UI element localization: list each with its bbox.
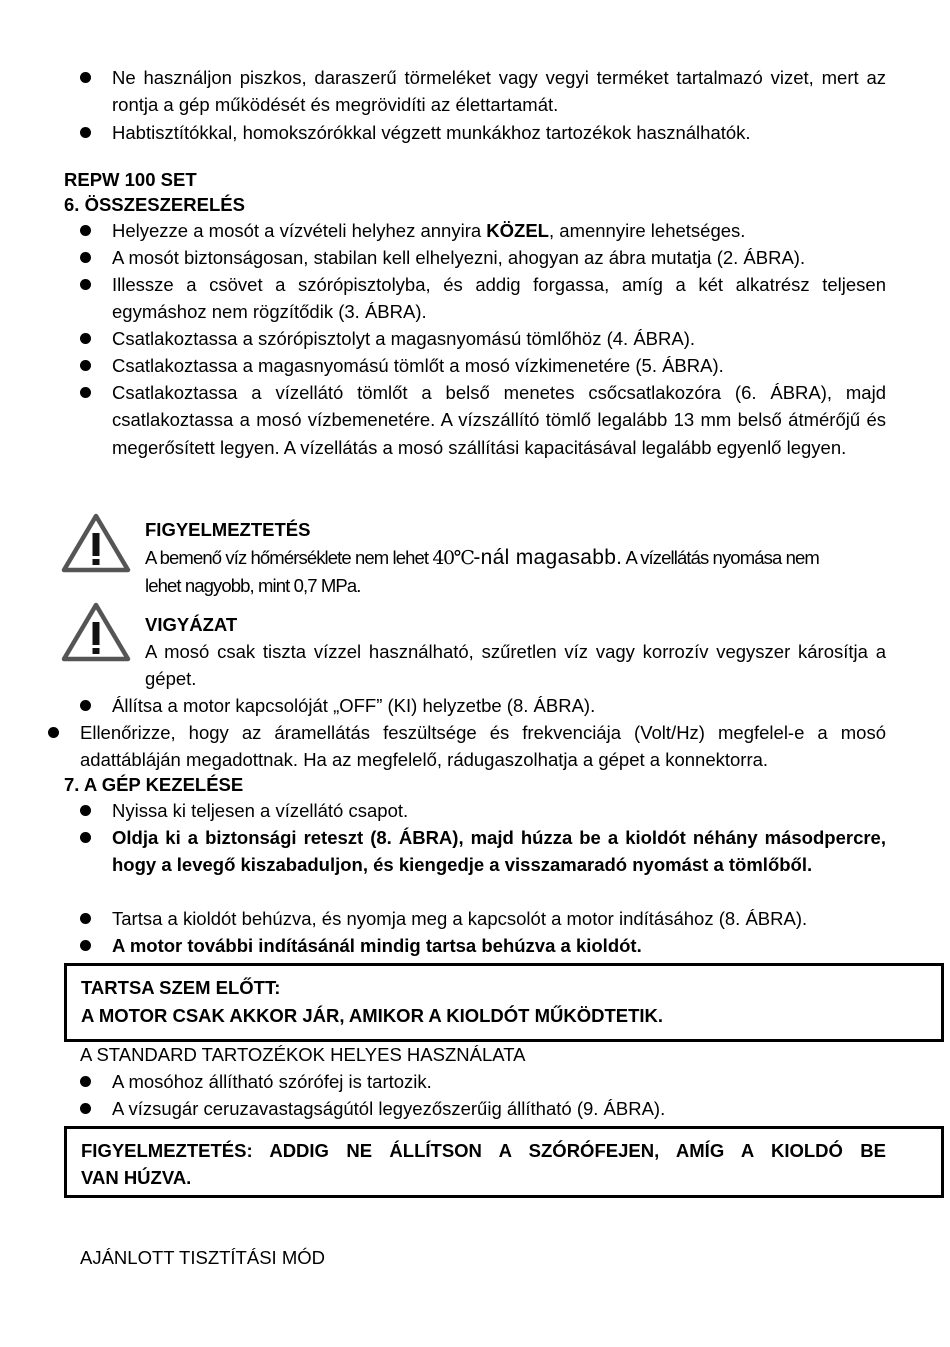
- warning-text-part: -nál magasabb.: [473, 546, 623, 569]
- bullet-icon: [80, 225, 91, 236]
- section-heading-operation: 7. A GÉP KEZELÉSE: [64, 774, 244, 795]
- bullet-icon: [80, 333, 91, 344]
- bullet-text-bold: KÖZEL: [486, 220, 549, 241]
- bullet-text-part: Helyezze a mosót a vízvételi helyhez annyira: [112, 220, 487, 241]
- bullet-icon: [80, 832, 91, 843]
- warning-triangle-icon: [60, 512, 132, 574]
- warning-text-part: A vízellátás nyomása nem: [622, 547, 819, 568]
- bullet-text: Illessze a csövet a szórópisztolyba, és addig forgassa, amíg a két alkatrész teljesen egymáshoz nem rögzítődik (3. ÁBRA).: [112, 274, 886, 323]
- bullet-text: Csatlakoztassa a szórópisztolyt a magasnyomású tömlőhöz (4. ÁBRA).: [112, 328, 695, 349]
- bullet-icon: [80, 279, 91, 290]
- notice-title: TARTSA SZEM ELŐTT:: [81, 977, 281, 998]
- bullet-icon: [80, 127, 91, 138]
- bullet-icon: [80, 387, 91, 398]
- bullet-text: A motor további indításánál mindig tartsa behúzva a kioldót.: [112, 935, 642, 956]
- bullet-icon: [80, 1103, 91, 1114]
- warning-box-text: VAN HÚZVA.: [81, 1167, 192, 1188]
- bullet-text: Nyissa ki teljesen a vízellátó csapot.: [112, 800, 409, 821]
- bullet-icon: [80, 252, 91, 263]
- bullet-text-part: , amennyire lehetséges.: [549, 220, 746, 241]
- warning-text-line: [145, 544, 890, 572]
- bullet-text: [112, 217, 886, 244]
- bullet-icon: [80, 700, 91, 711]
- caution-text: A mosó csak tiszta vízzel használható, szűretlen víz vagy korrozív vegyszer károsítja a gépet.: [145, 641, 886, 690]
- bullet-text: Ellenőrizze, hogy az áramellátás feszültsége és frekvenciája (Volt/Hz) megfelel-e a mosó adattábláján megadottnak. Ha az megfelelő, rádugaszolhatja a gépet a konnektorra.: [80, 722, 886, 771]
- warning-title: FIGYELMEZTETÉS: [145, 519, 311, 540]
- bullet-icon: [80, 940, 91, 951]
- bullet-text: Ne használjon piszkos, daraszerű törmeléket vagy vegyi terméket tartalmazó vizet, mert az rontja a gép működését és megrövidíti az élettartamát.: [112, 67, 886, 116]
- bullet-icon: [80, 805, 91, 816]
- bullet-text: Csatlakoztassa a vízellátó tömlőt a belső menetes csőcsatlakozóra (6. ÁBRA), majd csatlakoztassa a mosó vízbemenetére. A vízszállító tömlő legalább 13 mm belső átmérőjű és megerősített legyen. A vízellátás a mosó szállítási kapacitásával legalább egyenlő legyen.: [112, 382, 886, 458]
- bullet-icon: [48, 727, 59, 738]
- temperature-value: 40℃: [432, 547, 474, 569]
- notice-box: [64, 963, 944, 1042]
- bullet-text: A vízsugár ceruzavastagságútól legyezőszerűig állítható (9. ÁBRA).: [112, 1098, 666, 1119]
- model-heading: REPW 100 SET: [64, 169, 197, 190]
- bullet-text: A mosóhoz állítható szórófej is tartozik.: [112, 1071, 432, 1092]
- bullet-text: Csatlakoztassa a magasnyomású tömlőt a mosó vízkimenetére (5. ÁBRA).: [112, 355, 724, 376]
- bullet-icon: [80, 913, 91, 924]
- notice-text: A MOTOR CSAK AKKOR JÁR, AMIKOR A KIOLDÓT MŰKÖDTETIK.: [81, 1005, 664, 1026]
- warning-box: [64, 1126, 944, 1198]
- section-heading-accessories: A STANDARD TARTOZÉKOK HELYES HASZNÁLATA: [80, 1044, 526, 1065]
- caution-title: VIGYÁZAT: [145, 614, 238, 635]
- warning-text: [145, 544, 890, 599]
- bullet-icon: [80, 72, 91, 83]
- bullet-text: Tartsa a kioldót behúzva, és nyomja meg a kapcsolót a motor indításához (8. ÁBRA).: [112, 908, 808, 929]
- bullet-text: A mosót biztonságosan, stabilan kell elhelyezni, ahogyan az ábra mutatja (2. ÁBRA).: [112, 247, 806, 268]
- section-heading-cleaning: AJÁNLOTT TISZTÍTÁSI MÓD: [80, 1247, 325, 1268]
- bullet-icon: [80, 1076, 91, 1087]
- warning-triangle-icon: [60, 601, 132, 663]
- bullet-text: Habtisztítókkal, homokszórókkal végzett munkákhoz tartozékok használhatók.: [112, 122, 751, 143]
- bullet-text: Oldja ki a biztonsági reteszt (8. ÁBRA), majd húzza be a kioldót néhány másodpercre, hogy a levegő kiszabaduljon, és kiengedje a visszamaradó nyomást a tömlőből.: [112, 827, 886, 876]
- warning-box-text: FIGYELMEZTETÉS: ADDIG NE ÁLLÍTSON A SZÓRÓFEJEN, AMÍG A KIOLDÓ BE: [81, 1140, 886, 1161]
- bullet-icon: [80, 360, 91, 371]
- warning-text-part: A bemenő víz hőmérséklete nem lehet: [145, 547, 433, 568]
- bullet-text: Állítsa a motor kapcsolóját „OFF” (KI) helyzetbe (8. ÁBRA).: [112, 695, 596, 716]
- warning-text-line: lehet nagyobb, mint 0,7 MPa.: [145, 575, 361, 596]
- section-heading-assembly: 6. ÖSSZESZERELÉS: [64, 194, 245, 215]
